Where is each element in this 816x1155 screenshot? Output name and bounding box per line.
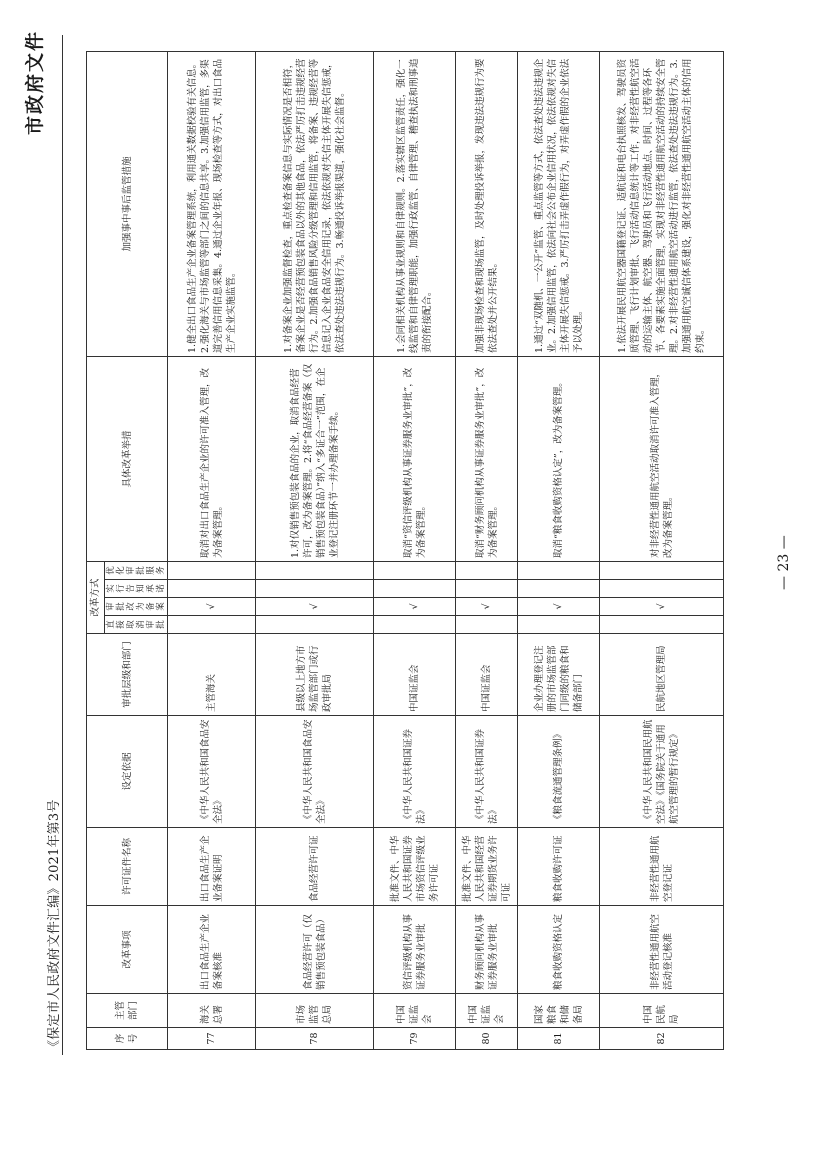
table-row	[600, 52, 724, 1050]
row-license: 食品经营许可证	[256, 828, 374, 906]
row-m4	[600, 562, 724, 580]
row-m1	[168, 616, 256, 634]
row-m1	[456, 616, 518, 634]
row-level: 中国证监会	[374, 634, 456, 716]
row-item: 粮食收购资格认定	[518, 906, 600, 994]
row-m4	[374, 562, 456, 580]
row-m2: √	[256, 598, 374, 616]
row-dept: 中国民航局	[600, 994, 724, 1028]
col-no: 序号	[87, 1028, 168, 1050]
col-method: 改革方式	[87, 562, 105, 634]
row-basis: 《中华人民共和国食品安全法》	[168, 716, 256, 828]
row-level: 中国证监会	[456, 634, 518, 716]
col-item: 改革事项	[87, 906, 168, 994]
table-row	[518, 52, 600, 1050]
row-level: 企业办理登记注册的市场监管部门同级的粮食和储备部门	[518, 634, 600, 716]
row-license: 非经营性通用航空登记证	[600, 828, 724, 906]
row-dept: 中国证监会	[456, 994, 518, 1028]
row-m2: √	[456, 598, 518, 616]
row-no: 80	[456, 1028, 518, 1050]
row-no: 77	[168, 1028, 256, 1050]
row-item: 资信评级机构从事证券服务业审批	[374, 906, 456, 994]
table-row	[456, 52, 518, 1050]
page-number: — 23 —	[776, 535, 792, 590]
row-m4	[256, 562, 374, 580]
row-basis: 《粮食流通管理条例》	[518, 716, 600, 828]
header-rule	[62, 35, 63, 1055]
row-level: 县级以上地方市场监管部门或行政审批局	[256, 634, 374, 716]
row-no: 81	[518, 1028, 600, 1050]
row-license: 批准文件、中华人民共和国证券市场资信评级业务许可证	[374, 828, 456, 906]
row-m3	[168, 580, 256, 598]
row-m3	[256, 580, 374, 598]
row-supervision: 1.会同相关机构从事业规则和自律规则。2.落实辖区监管责任，强化一线监管和自律管理职能，加强行政监管、自律管理、稽查执法和刑事追责的衔接配合。	[374, 52, 456, 357]
col-method-commitment: 实行告知承诺	[105, 580, 168, 598]
row-basis: 《中华人民共和国民用航空法》《国务院关于通用航空管理的暂行规定》	[600, 716, 724, 828]
doc-title: 市政府文件	[24, 29, 46, 135]
row-supervision: 1.对备案企业加强监督检查，重点检查备案信息与实际情况是否相符，备案企业是否经营预包装食品以外的其他食品，依法严厉打击违规经营行为。2.加强食品销售风险分级管理和信用监管，将备案、违规经营等信息记入企业食品安全信用记录，依法依规对失信主体开展失信惩戒，依法查处违法违规行为。3.畅通投诉举报渠道，强化社会监督。	[256, 52, 374, 357]
row-m4	[456, 562, 518, 580]
row-basis: 《中华人民共和国证券法》	[374, 716, 456, 828]
row-m4	[168, 562, 256, 580]
row-m2: √	[374, 598, 456, 616]
row-supervision: 1.通过“双随机、一公开”监管、重点监管等方式，依法查处违法违规企业。2.加强信用监管，依法向社会公布企业信用状况，依法依规对失信主体开展失信惩戒。3.严厉打击弄虚作假行为，对弄虚作假的企业依法予以处理。	[518, 52, 600, 357]
row-license: 出口食品生产企业备案证明	[168, 828, 256, 906]
row-dept: 海关总署	[168, 994, 256, 1028]
col-measure: 具体改革举措	[87, 357, 168, 562]
row-supervision: 加强非现场检查和现场监管，及时处理投诉举报，发现违法违规行为要依法查处并公开结果。	[456, 52, 518, 357]
row-item: 出口食品生产企业备案核准	[168, 906, 256, 994]
row-basis: 《中华人民共和国食品安全法》	[256, 716, 374, 828]
row-measure: 取消“粮食收购资格认定”，改为备案管理。	[518, 357, 600, 562]
table-row	[168, 52, 256, 1050]
col-supervision: 加强事中事后监管措施	[87, 52, 168, 357]
row-m2: √	[168, 598, 256, 616]
row-m1	[518, 616, 600, 634]
col-dept: 主管部门	[87, 994, 168, 1028]
row-no: 79	[374, 1028, 456, 1050]
row-level: 民航地区管理局	[600, 634, 724, 716]
row-measure: 取消“资信评级机构从事证券服务业审批”，改为备案管理。	[374, 357, 456, 562]
row-measure: 1.对仅销售预包装食品的企业，取消食品经营许可，改为备案管理。2.将“食品经营备案（仅销售预包装食品）”纳入“多证合一”范围，在企业登记注册环节一并办理备案手续。	[256, 357, 374, 562]
row-m3	[456, 580, 518, 598]
row-m1	[374, 616, 456, 634]
row-m1	[256, 616, 374, 634]
col-method-cancel: 直接取消审批	[105, 616, 168, 634]
col-method-filing: 审批改为备案	[105, 598, 168, 616]
col-method-optimize: 优化审批服务	[105, 562, 168, 580]
row-m3	[518, 580, 600, 598]
row-item: 财务顾问机构从事证券服务业审批	[456, 906, 518, 994]
col-license: 许可证件名称	[87, 828, 168, 906]
row-basis: 《中华人民共和国证券法》	[456, 716, 518, 828]
row-m4	[518, 562, 600, 580]
row-measure: 取消“财务顾问机构从事证券服务业审批”，改为备案管理。	[456, 357, 518, 562]
row-level: 主管海关	[168, 634, 256, 716]
row-item: 食品经营许可（仅销售预包装食品）	[256, 906, 374, 994]
row-m1	[600, 616, 724, 634]
row-m3	[374, 580, 456, 598]
row-supervision: 1.依法开展民用航空器国籍登记证、适航证和电台执照核发、驾驶员资质管理、飞行计划审批、飞行活动信息统计等工作，对非经营性航空活动的运输主体、航空器、驾驶员和飞行活动地点、时间、过程等各环节、各要素实施全面管理，实现对非经营性通用航空活动的持续安全管理。2.对非经营性通用航空活动进行监管，依法查处违法违规行为。3.加强通用航空诚信体系建设，强化对非经营性通用航空活动主体的信用约束。	[600, 52, 724, 357]
row-no: 78	[256, 1028, 374, 1050]
row-item: 非经营性通用航空活动登记核准	[600, 906, 724, 994]
row-license: 粮食收购许可证	[518, 828, 600, 906]
row-no: 82	[600, 1028, 724, 1050]
row-m2: √	[600, 598, 724, 616]
row-measure: 对非经营性通用航空活动取消许可准入管理，改为备案管理。	[600, 357, 724, 562]
table-row	[374, 52, 456, 1050]
row-dept: 国家粮食和储备局	[518, 994, 600, 1028]
row-m2: √	[518, 598, 600, 616]
col-basis: 设定依据	[87, 716, 168, 828]
row-dept: 中国证监会	[374, 994, 456, 1028]
row-dept: 市场监管总局	[256, 994, 374, 1028]
row-measure: 取消对出口食品生产企业的许可准入管理，改为备案管理。	[168, 357, 256, 562]
reform-table	[86, 51, 724, 1050]
col-level: 审批层级和部门	[87, 634, 168, 716]
table-row	[256, 52, 374, 1050]
row-license: 批准文件、中华人民共和国经营证券期货业务许可证	[456, 828, 518, 906]
row-supervision: 1.健全出口食品生产企业备案管理系统，利用通关数据校验有关信息。2.强化海关与市场监管等部门之间的信息共享。3.加强信用监管，多渠道完善信用信息采集。4.通过企业年报、现场检查等方式，对出口食品生产企业实施监管。	[168, 52, 256, 357]
row-m3	[600, 580, 724, 598]
publication-header: 《保定市人民政府文件汇编》2021年第3号	[47, 799, 62, 1053]
